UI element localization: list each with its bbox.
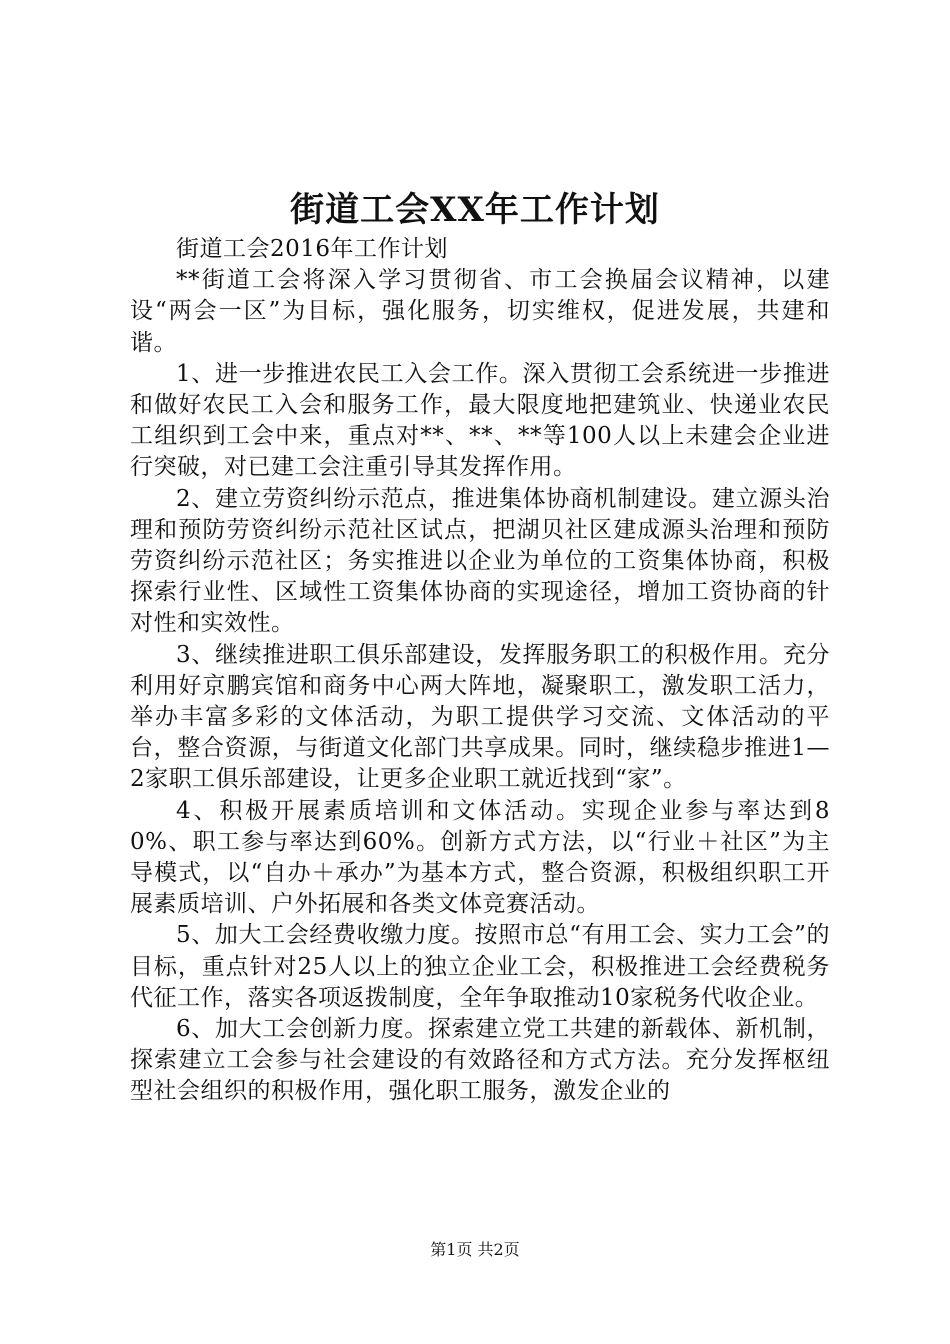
paragraph-item-5: 5、加大工会经费收缴力度。按照市总“有用工会、实力工会”的目标，重点针对25人以上的独立企业工会，积极推进工会经费税务代征工作，落实各项返拨制度，全年争取推动10家税务代收企业。 <box>130 922 830 1011</box>
paragraph-intro: **街道工会将深入学习贯彻省、市工会换届会议精神，以建设“两会一区”为目标，强化服务，切实维权，促进发展，共建和谐。 <box>130 267 830 356</box>
page-footer: 第1页 共2页 <box>430 1240 520 1259</box>
document-title: 街道工会XX年工作计划 <box>290 190 660 230</box>
paragraph-subtitle: 街道工会2016年工作计划 <box>176 236 449 262</box>
paragraph-item-2: 2、建立劳资纠纷示范点，推进集体协商机制建设。建立源头治理和预防劳资纠纷示范社区试点，把湖贝社区建成源头治理和预防劳资纠纷示范社区；务实推进以企业为单位的工资集体协商，积极探索行业性、区域性工资集体协商的实现途径，增加工资协商的针对性和实效性。 <box>130 485 830 637</box>
paragraph-item-3: 3、继续推进职工俱乐部建设，发挥服务职工的积极作用。充分利用好京鹏宾馆和商务中心两大阵地，凝聚职工，激发职工活力，举办丰富多彩的文体活动，为职工提供学习交流、文体活动的平台，整合资源，与街道文化部门共享成果。同时，继续稳步推进1—2家职工俱乐部建设，让更多企业职工就近找到“家”。 <box>130 641 830 793</box>
paragraph-item-6: 6、加大工会创新力度。探索建立党工共建的新载体、新机制，探索建立工会参与社会建设的有效路径和方式方法。充分发挥枢纽型社会组织的积极作用，强化职工服务，激发企业的 <box>130 1016 830 1105</box>
document-body <box>130 234 830 1108</box>
paragraph-item-4: 4、积极开展素质培训和文体活动。实现企业参与率达到80%、职工参与率达到60%。创新方式方法，以“行业＋社区”为主导模式，以“自办＋承办”为基本方式，整合资源，积极组织职工开展素质培训、户外拓展和各类文体竞赛活动。 <box>130 797 830 918</box>
paragraph-item-1: 1、进一步推进农民工入会工作。深入贯彻工会系统进一步推进和做好农民工入会和服务工作，最大限度地把建筑业、快递业农民工组织到工会中来，重点对**、**、**等100人以上未建会企业进行突破，对已建工会注重引导其发挥作用。 <box>130 360 830 481</box>
